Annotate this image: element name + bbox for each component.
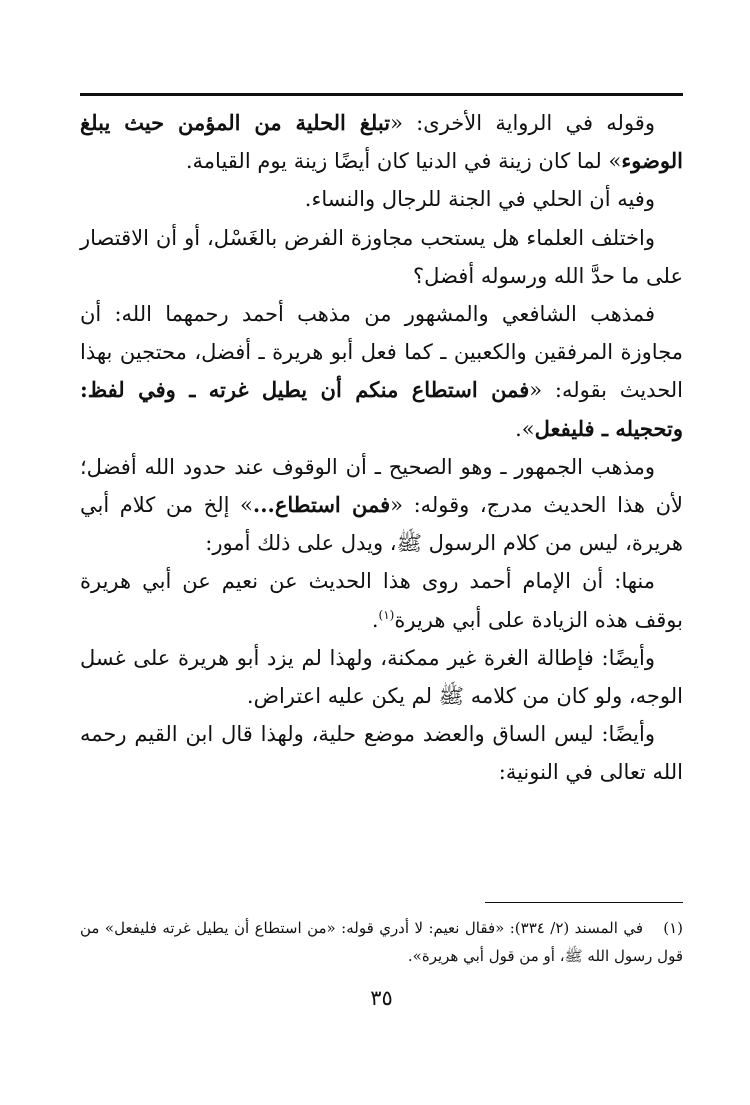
footnote-1 [80,914,683,970]
paragraph-5: ومذهب الجمهور ـ وهو الصحيح ـ أن الوقوف عند حدود الله أفضل؛ لأن هذا الحديث مدرج، وقوله: «فمن استطاع...» إلخ من كلام أبي هريرة، ليس من كلام الرسول ﷺ، ويدل على ذلك أمور: [80,454,683,556]
paragraph-3: واختلف العلماء هل يستحب مجاوزة الفرض بالغَسْل، أو أن الاقتصار على ما حدَّ الله ورسوله أفضل؟ [80,225,683,288]
hadith-quote: تبلغ الحلية من المؤمن حيث يبلغ الوضوء [80,110,683,174]
book-page [80,0,683,1105]
paragraph-7: وأيضًا: فإطالة الغرة غير ممكنة، ولهذا لم يزد أبو هريرة على غسل الوجه، ولو كان من كلامه ﷺ لم يكن عليه اعتراض. [80,645,683,709]
footnote-reference[interactable]: (١) [378,607,395,622]
paragraph-8: وأيضًا: ليس الساق والعضد موضع حلية، ولهذا قال ابن القيم رحمه الله تعالى في النونية: [80,722,683,785]
paragraph-2: وفيه أن الحلي في الجنة للرجال والنساء. [304,187,655,212]
hadith-quote: فمن استطاع... [252,492,391,518]
hadith-quote: فمن استطاع منكم أن يطيل غرته ـ وفي لفظ: وتحجيله ـ فليفعل [80,377,683,441]
paragraph-6: منها: أن الإمام أحمد روى هذا الحديث عن نعيم عن أبي هريرة بوقف هذه الزيادة على أبي هريرة$^{(١)}$. [80,569,683,632]
footnote-text: في المسند (٢/ ٣٣٤): «فقال نعيم: لا أدري قوله: «من استطاع أن يطيل غرته فليفعل» من قول رسول الله ﷺ، أو من قول أبي هريرة». [80,919,683,965]
paragraph-1: وقوله في الرواية الأخرى: «تبلغ الحلية من المؤمن حيث يبلغ الوضوء» لما كان زينة في الدنيا كان أيضًا زينة يوم القيامة. [80,110,683,174]
main-text [80,104,683,792]
paragraph-4: فمذهب الشافعي والمشهور من مذهب أحمد رحمهما الله: أن مجاوزة المرفقين والكعبين ـ كما فعل أبو هريرة ـ أفضل، محتجين بهذا الحديث بقوله: «فمن استطاع منكم أن يطيل غرته ـ وفي لفظ: وتحجيله ـ فليفعل». [80,302,683,441]
page-number: ٣٥ [370,986,393,1010]
footnotes [80,914,683,970]
footnote-rule [485,902,683,903]
header-rule [80,93,683,96]
footnote-number: (١) [663,919,683,937]
